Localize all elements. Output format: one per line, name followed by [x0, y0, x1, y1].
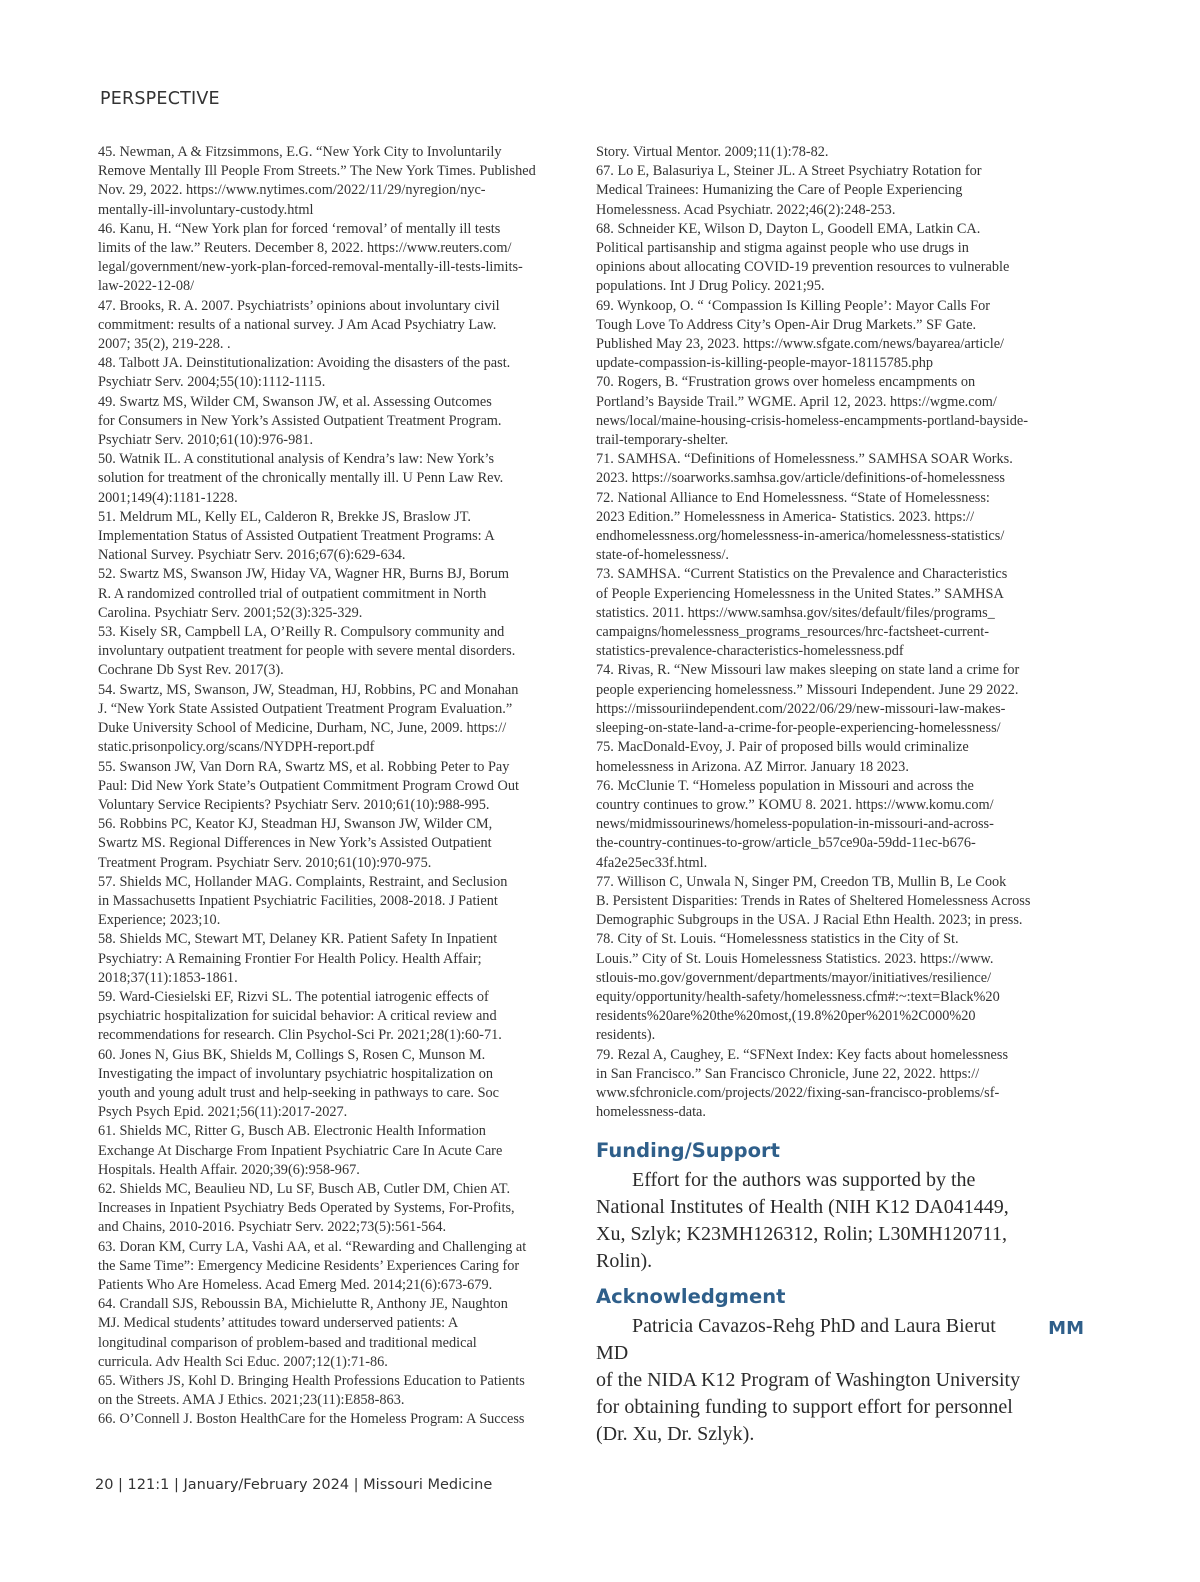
acknowledgment-heading: Acknowledgment	[596, 1285, 786, 1309]
reference-item: 57. Shields MC, Hollander MAG. Complaints, Restraint, and Seclusion in Massachusetts Inpatient Psychiatric Facilities, 2008-2018. J Patient Experience; 2023;10.	[98, 873, 508, 929]
reference-item: 77. Willison C, Unwala N, Singer PM, Creedon TB, Mullin B, Le Cook B. Persistent Disparities: Trends in Rates of Sheltered Homelessness Across Demographic Subgroups in the USA. J Racial Ethn Health. 2023; in press.	[596, 873, 1031, 929]
reference-item: 59. Ward-Ciesielski EF, Rizvi SL. The potential iatrogenic effects of psychiatric hospitalization for suicidal behavior: A critical review and recommendations for research. Clin Psychol-Sci Pr. 2021;28(1):60-71.	[98, 988, 502, 1044]
reference-item: 47. Brooks, R. A. 2007. Psychiatrists’ opinions about involuntary civil commitment: results of a national survey. J Am Acad Psychiatry Law. 2007; 35(2), 219-228. .	[98, 297, 500, 353]
section-label: PERSPECTIVE	[100, 89, 220, 109]
reference-item: 74. Rivas, R. “New Missouri law makes sleeping on state land a crime for people experiencing homelessness.” Missouri Independent. June 29 2022. https://missouriindependent.com/2022/06/29/new-missouri-law-makes- sleeping-on-state-land-a-crime-for-people-experiencing-homelessness/	[596, 662, 1020, 737]
reference-item: 73. SAMHSA. “Current Statistics on the Prevalence and Characteristics of People Experiencing Homelessness in the United States.” SAMHSA statistics. 2011. https://www.samhsa.gov/sites/default/files/programs_ campaigns/homelessness_programs_resources/hrc-factsheet-current- statistics-prevalence-characteristics-homelessness.pdf	[596, 566, 1008, 660]
reference-item: 56. Robbins PC, Keator KJ, Steadman HJ, Swanson JW, Wilder CM, Swartz MS. Regional Differences in New York’s Assisted Outpatient Treatment Program. Psychiatr Serv. 2010;61(10):970-975.	[98, 816, 493, 871]
reference-item: 66. O’Connell J. Boston HealthCare for the Homeless Program: A Success	[98, 1411, 525, 1428]
reference-item: 55. Swanson JW, Van Dorn RA, Swartz MS, et al. Robbing Peter to Pay Paul: Did New York State’s Outpatient Commitment Program Crowd Out Voluntary Service Recipients? Psychiatr Serv. 2010;61(10):988-995.	[98, 758, 519, 813]
reference-item: 72. National Alliance to End Homelessness. “State of Homelessness: 2023 Edition.” Homelessness in America- Statistics. 2023. https:// endhomelessness.org/homelessness-in-america/homelessness-statistics/ state-of-homelessness/.	[596, 489, 1005, 564]
funding-heading: Funding/Support	[596, 1139, 780, 1163]
reference-item: 75. MacDonald-Evoy, J. Pair of proposed bills would criminalize homelessness in Arizona. AZ Mirror. January 18 2023.	[596, 739, 969, 775]
acknowledgment-text	[596, 1313, 1084, 1449]
reference-item: 46. Kanu, H. “New York plan for forced ‘removal’ of mentally ill tests limits of the law.” Reuters. December 8, 2022. https://www.reuters.com/ legal/government/new-york-plan-forced-removal-mentally-ill-tests-limits- law-2022-12-08/	[98, 220, 523, 295]
reference-item: 61. Shields MC, Ritter G, Busch AB. Electronic Health Information Exchange At Discharge From Inpatient Psychiatric Care In Acute Care Hospitals. Health Affair. 2020;39(6):958-967.	[98, 1123, 503, 1178]
reference-item: 70. Rogers, B. “Frustration grows over homeless encampments on Portland’s Bayside Trail.” WGME. April 12, 2023. https://wgme.com/ news/local/maine-housing-crisis-homeless-encampments-portland-bayside- trail-temporary-shelter.	[596, 374, 1028, 449]
reference-item: 64. Crandall SJS, Reboussin BA, Michielutte R, Anthony JE, Naughton MJ. Medical students’ attitudes toward underserved patients: A longitudinal comparison of problem-based and traditional medical curricula. Adv Health Sci Educ. 2007;12(1):71-86.	[98, 1296, 508, 1370]
reference-item: 68. Schneider KE, Wilson D, Dayton L, Goodell EMA, Latkin CA. Political partisanship and stigma against people who use drugs in opinions about allocating COVID-19 prevention resources to vulnerable populations. Int J Drug Policy. 2021;95.	[596, 220, 1010, 295]
references-right-column	[596, 143, 1084, 1449]
reference-item: 60. Jones N, Gius BK, Shields M, Collings S, Rosen C, Munson M. Investigating the impact of involuntary psychiatric hospitalization on youth and young adult trust and help-seeking in pathways to care. Soc Psych Psych Epid. 2021;56(11):2017-2027.	[98, 1046, 500, 1121]
funding-section	[596, 1141, 1084, 1275]
reference-item: 69. Wynkoop, O. “ ‘Compassion Is Killing People’: Mayor Calls For Tough Love To Address City’s Open-Air Drug Markets.” SF Gate. Published May 23, 2023. https://www.sfgate.com/news/bayarea/article/ update-compassion-is-killing-people-mayor-18115785.php	[596, 297, 1005, 372]
reference-item: 79. Rezal A, Caughey, E. “SFNext Index: Key facts about homelessness in San Francisco.” San Francisco Chronicle, June 22, 2022. https:// www.sfchronicle.com/projects/2022/fixing-san-francisco-problems/sf- homelessness-data.	[596, 1046, 1009, 1121]
references-left-column	[98, 143, 584, 1430]
reference-item: 62. Shields MC, Beaulieu ND, Lu SF, Busch AB, Cutler DM, Chien AT. Increases in Inpatient Psychiatry Beds Operated by Systems, For-Profits, and Chains, 2010-2016. Psychiatr Serv. 2022;73(5):561-564.	[98, 1180, 515, 1236]
reference-item: 52. Swartz MS, Swanson JW, Hiday VA, Wagner HR, Burns BJ, Borum R. A randomized controlled trial of outpatient commitment in North Carolina. Psychiatr Serv. 2001;52(3):325-329.	[98, 566, 509, 621]
reference-item: 71. SAMHSA. “Definitions of Homelessness.” SAMHSA SOAR Works. 2023. https://soarworks.samhsa.gov/article/definitions-of-homelessness	[596, 451, 1013, 487]
reference-item: 49. Swartz MS, Wilder CM, Swanson JW, et al. Assessing Outcomes for Consumers in New York’s Assisted Outpatient Treatment Program. Psychiatr Serv. 2010;61(10):976-981.	[98, 393, 502, 449]
reference-item: 58. Shields MC, Stewart MT, Delaney KR. Patient Safety In Inpatient Psychiatry: A Remaining Frontier For Health Policy. Health Affair; 2018;37(11):1853-1861.	[98, 931, 498, 986]
reference-item: 67. Lo E, Balasuriya L, Steiner JL. A Street Psychiatry Rotation for Medical Trainees: Humanizing the Care of People Experiencing Homelessness. Acad Psychiatr. 2022;46(2):248-253.	[596, 163, 982, 218]
funding-text: Effort for the authors was supported by the National Institutes of Health (NIH K12 DA041449, Xu, Szlyk; K23MH126312, Rolin; L30MH120711, Rolin).	[596, 1168, 1009, 1273]
reference-item: 54. Swartz, MS, Swanson, JW, Steadman, HJ, Robbins, PC and Monahan J. “New York State Assisted Outpatient Treatment Program Evaluation.” Duke University School of Medicine, Durham, NC, June, 2009. https:// static.prisonpolicy.org/scans/NYDPH-report.pdf	[98, 681, 519, 756]
reference-item: 76. McClunie T. “Homeless population in Missouri and across the country continues to grow.” KOMU 8. 2021. https://www.komu.com/ news/midmissourinews/homeless-population-in-missouri-and-across- the-country-continues-to-grow/article_b57ce90a-59dd-11ec-b676- 4fa2e25ec33f.html.	[596, 777, 994, 871]
acknowledgment-section	[596, 1287, 1084, 1448]
acknowledgment-body: Patricia Cavazos-Rehg PhD and Laura Bierut MD of the NIDA K12 Program of Washington University for obtaining funding to support effort for personnel (Dr. Xu, Dr. Szlyk).	[596, 1314, 1021, 1446]
reference-item: 78. City of St. Louis. “Homelessness statistics in the City of St. Louis.” City of St. Louis Homelessness Statistics. 2023. https://www. stlouis-mo.gov/government/departments/mayor/initiatives/resilience/ equity/opportunity/health-safety/homelessness.cfm#:~:text=Black%20 residents%20are%20the%20most,(19.8%20per%201%2C000%20 residents).	[596, 931, 1000, 1044]
end-mark-logo: MM	[1048, 1317, 1084, 1339]
reference-item: 63. Doran KM, Curry LA, Vashi AA, et al. “Rewarding and Challenging at the Same Time”: Emergency Medicine Residents’ Experiences Caring for Patients Who Are Homeless. Acad Emerg Med. 2014;21(6):673-679.	[98, 1238, 527, 1293]
reference-item: Story. Virtual Mentor. 2009;11(1):78-82.	[596, 144, 829, 160]
reference-item: 51. Meldrum ML, Kelly EL, Calderon R, Brekke JS, Braslow JT. Implementation Status of Assisted Outpatient Treatment Programs: A National Survey. Psychiatr Serv. 2016;67(6):629-634.	[98, 508, 495, 564]
reference-item: 65. Withers JS, Kohl D. Bringing Health Professions Education to Patients on the Streets. AMA J Ethics. 2021;23(11):E858-863.	[98, 1373, 525, 1409]
reference-item: 53. Kisely SR, Campbell LA, O’Reilly R. Compulsory community and involuntary outpatient treatment for people with severe mental disorders. Cochrane Db Syst Rev. 2017(3).	[98, 624, 516, 679]
reference-item: 50. Watnik IL. A constitutional analysis of Kendra’s law: New York’s solution for treatment of the chronically mentally ill. U Penn Law Rev. 2001;149(4):1181-1228.	[98, 451, 504, 506]
page-footer: 20 | 121:1 | January/February 2024 | Missouri Medicine	[95, 1477, 493, 1493]
reference-item: 48. Talbott JA. Deinstitutionalization: Avoiding the disasters of the past. Psychiatr Serv. 2004;55(10):1112-1115.	[98, 355, 511, 391]
reference-item: 45. Newman, A & Fitzsimmons, E.G. “New York City to Involuntarily Remove Mentally Ill People From Streets.” The New York Times. Published Nov. 29, 2022. https://www.nytimes.com/2022/11/29/nyregion/nyc- mentally-ill-involuntary-custody.html	[98, 144, 536, 218]
